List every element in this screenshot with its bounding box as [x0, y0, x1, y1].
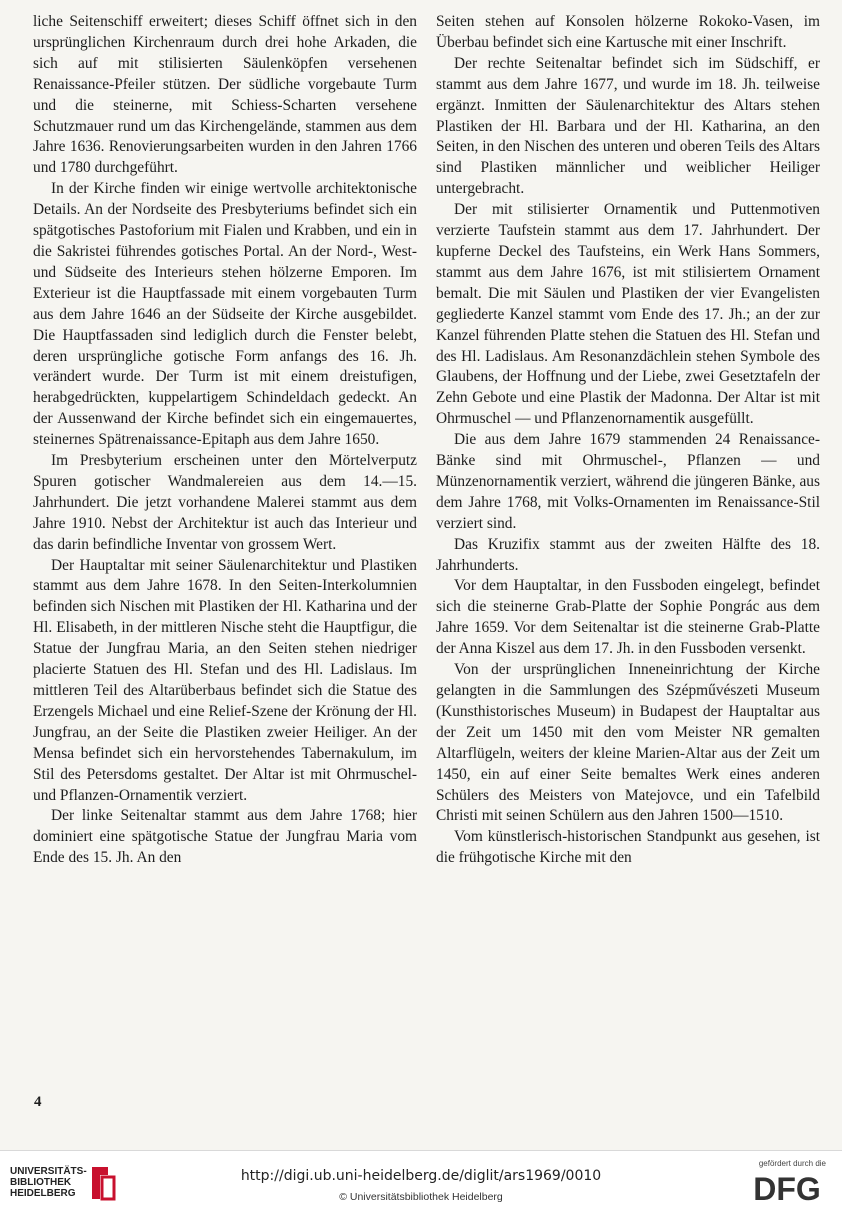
permalink-url[interactable]: http://digi.ub.uni-heidelberg.de/diglit/ars1969/0010	[240, 1168, 602, 1184]
library-name-line-2: BIBLIOTHEK	[10, 1177, 72, 1188]
paragraph: Der mit stilisierter Ornamentik und Puttenmotiven verzierte Taufstein stammt aus dem 17. Jahrhundert. Der kupferne Deckel des Taufsteins, ein Werk Hans Sommers, stammt aus dem Jahre 1676, ist mit stilisiertem Ornament bemalt. Die mit Säulen und Plastiken der vier Evangelisten gegliederte Kanzel stammt vom Ende des 17. Jh.; an der zur Kanzel führenden Platte stehen die Statuen des Hl. Stefan und des Hl. Ladislaus. Am Resonanzdächlein stehen Symbole des Glaubens, der Hoffnung und der Liebe, zwei Gesetztafeln der Zehn Gebote und eine Plastik der Madonna. Der Altar ist mit Ohrmuschel — und Pflanzenornamentik ausgefüllt.	[436, 201, 820, 428]
library-name-line-1: UNIVERSITÄTS-	[10, 1166, 87, 1177]
paragraph: Von der ursprünglichen Inneneinrichtung der Kirche gelangten in die Sammlungen des Szépművészeti Museum (Kunsthistorisches Museum) in Budapest der Hauptaltar aus der Zeit um 1450 mit den vom Meister NR gemalten Altarflügeln, weiters der kleine Marien-Altar aus der Zeit um 1450, ein auf einer Seite bemaltes Werk eines anderen Schülers des Meisters von Matejovce, und ein Tafelbild Christi mit seinen Schülern aus den Jahren 1500—1510.	[436, 661, 820, 825]
paragraph: Seiten stehen auf Konsolen hölzerne Rokoko-Vasen, im Überbau befindet sich eine Kartusche mit einer Inschrift.	[436, 13, 820, 51]
paragraph: In der Kirche finden wir einige wertvolle architektonische Details. An der Nordseite des Presbyteriums befindet sich ein spätgotisches Pastoforium mit Fialen und Krabben, und ein in die Sakristei führendes gotisches Portal. An der Nord-, West- und Südseite des Interieurs stehen hölzerne Emporen. Im Exterieur ist die Hauptfassade mit einem vorgebauten Turm aus dem Jahre 1646 an der Südseite der Kirche ausgebildet. Die Hauptfassaden sind lediglich durch die Fenster belebt, deren ursprüngliche gotische Form anfangs des 16. Jh. verändert wurde. Der Turm ist mit einem dreistufigen, herabgedrückten, kuppelartigem Schindeldach gedeckt. An der Aussenwand der Kirche befindet sich ein eingemauertes, steinernes Spätrenaissance-Epitaph aus dem Jahre 1650.	[33, 180, 417, 449]
paragraph: Vom künstlerisch-historischen Standpunkt aus gesehen, ist die frühgotische Kirche mit den	[436, 828, 820, 867]
right-text-column	[436, 12, 820, 869]
paragraph: Der linke Seitenaltar stammt aus dem Jahre 1768; hier dominiert eine spätgotische Statue der Jungfrau Maria vom Ende des 15. Jh. An den	[33, 807, 417, 867]
paragraph: Der Hauptaltar mit seiner Säulenarchitektur und Plastiken stammt aus dem Jahre 1678. In den Seiten-Interkolumnien befinden sich Nischen mit Plastiken der Hl. Katharina und der Hl. Elisabeth, in der mittleren Nische steht die Hauptfigur, die Statue der Jungfrau Maria, an den Seiten stehen niedriger placierte Statuen des Hl. Stefan und des Hl. Ladislaus. Im mittleren Teil des Altarüberbaus befindet sich die Statue des Erzengels Michael und eine Relief-Szene der Krönung der Hl. Jungfrau, an der Seite die Plastiken zweier Heiliger. An der Mensa befindet sich ein hervorstehendes Tabernakulum, im Stil des Petersdoms gestaltet. Der Altar ist mit Ohrmuschel-und Pflanzen-Ornamentik verziert.	[33, 556, 417, 804]
paragraph: Das Kruzifix stammt aus der zweiten Hälfte des 18. Jahrhunderts.	[436, 535, 820, 574]
dfg-wordmark: DFG	[753, 1171, 821, 1205]
paragraph: Der rechte Seitenaltar befindet sich im Südschiff, er stammt aus dem Jahre 1677, und wurde im 18. Jh. teilweise ergänzt. Inmitten der Säulenarchitektur des Altars stehen Plastiken der Hl. Barbara und der Hl. Katharina, an den Seiten, in den Nischen des unteren und oberen Teils des Altars sind Plastiken männlicher und weiblicher Heiliger untergebracht.	[436, 54, 820, 198]
page-number: 4	[34, 1094, 42, 1110]
dfg-logo-icon[interactable]	[744, 1171, 830, 1205]
paragraph: Im Presbyterium erscheinen unter den Mörtelverputz Spuren gotischer Wandmalereien aus dem 14.—15. Jahrhundert. Die jetzt vorhandene Malerei stammt aus dem Jahre 1910. Nebst der Architektur ist auch das Interieur und das darin befindliche Inventar von grossem Wert.	[33, 452, 417, 553]
footer-bar	[0, 1150, 842, 1216]
paragraph: liche Seitenschiff erweitert; dieses Schiff öffnet sich in den ursprünglichen Kirchenraum durch drei hohe Arkaden, die sich auf mit stilisierten Säulenköpfen versehenen Renaissance-Pfeiler stützen. Der südliche vorgebaute Turm und die steinerne, mit Schiess-Scharten versehene Schutzmauer rund um das Kirchengelände, stammen aus dem Jahre 1636. Renovierungsarbeiten wurden in den Jahren 1766 und 1780 durchgeführt.	[33, 13, 417, 177]
paragraph: Vor dem Hauptaltar, in den Fussboden eingelegt, befindet sich die steinerne Grab-Platte der Sophie Pongrác aus dem Jahre 1659. Vor dem Seitenaltar ist die steinerne Grab-Platte der Anna Kiszel aus dem 17. Jh. in den Fussboden versenkt.	[436, 577, 820, 658]
library-name-line-3: HEIDELBERG	[10, 1188, 76, 1199]
paragraph: Die aus dem Jahre 1679 stammenden 24 Renaissance-Bänke sind mit Ohrmuschel-, Pflanzen — und Münzenornamentik verziert, während die jüngeren Bänke, aus dem Jahre 1768, mit Volks-Ornamenten im Renaissance-Stil verziert sind.	[436, 431, 820, 532]
copyright-notice: © Universitätsbibliothek Heidelberg	[339, 1191, 503, 1203]
left-text-column	[33, 12, 417, 869]
funding-note: gefördert durch die	[758, 1159, 826, 1168]
